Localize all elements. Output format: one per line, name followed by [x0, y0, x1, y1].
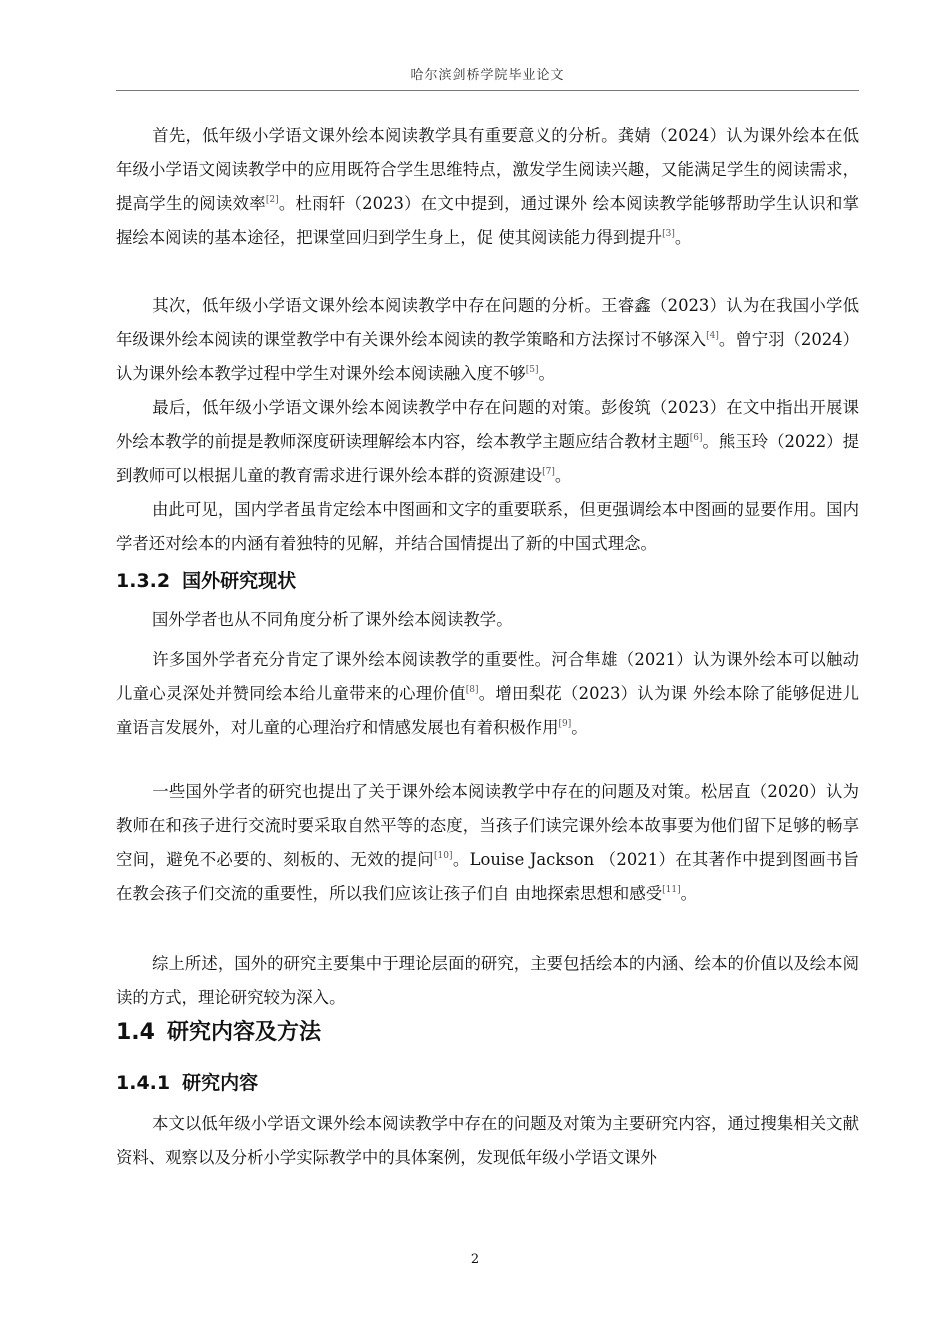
citation-ref: [9] [558, 719, 572, 729]
section-heading-1-4 [116, 1017, 321, 1049]
paragraph-problems [116, 289, 859, 391]
citation-ref: [4] [706, 331, 719, 341]
paragraph-text: 。熊玉玲（2022）提到教师可以根据儿童的教育需求进行课外绘本群的资源建设 [116, 432, 860, 485]
citation-ref: [11] [662, 885, 681, 895]
paragraph-research-content [116, 1107, 859, 1175]
paragraph-text: 。 [554, 466, 572, 485]
section-number: 1.4.1 [116, 1072, 171, 1094]
section-number: 1.3.2 [116, 570, 171, 592]
paragraph-text: 。Louise Jackson （2021）在其著作中提到图画书旨在教会孩子们交流的重要性，所以我们应该让孩子们自 由地探索思想和感受 [116, 850, 860, 903]
citation-ref: [3] [662, 229, 675, 239]
page-number: 2 [470, 1252, 480, 1267]
paragraph-text: 最后，低年级小学语文课外绘本阅读教学中存在问题的对策。彭俊筑（2023）在文中指出开展课外绘本教学的前提是教师深度研读理解绘本内容，绘本教学主题应结合教材主题 [116, 398, 859, 451]
section-number: 1.4 [116, 1020, 155, 1045]
paragraph-text: 许多国外学者充分肯定了课外绘本阅读教学的重要性。河合隼雄（2021）认为课外绘本可以触动儿童心灵深处并赞同绘本给儿童带来的心理价值 [116, 650, 859, 703]
paragraph-text: 。 [680, 884, 697, 903]
paragraph-text: 由此可见，国内学者虽肯定绘本中图画和文字的重要联系，但更强调绘本中图画的显要作用。国内学者还对绘本的内涵有着独特的见解，并结合国情提出了新的中国式理念。 [116, 500, 859, 553]
running-header: 哈尔滨剑桥学院毕业论文 [116, 64, 859, 91]
section-title: 国外研究现状 [182, 570, 297, 592]
section-title: 研究内容 [182, 1072, 259, 1094]
paragraph-foreign-intro [116, 603, 859, 637]
paragraph-text: 。曾宁羽（2024）认为课外绘本教学过程中学生对课外绘本阅读融入度不够 [116, 330, 859, 383]
paragraph-foreign-problems [116, 775, 859, 911]
paragraph-text: 本文以低年级小学语文课外绘本阅读教学中存在的问题及对策为主要研究内容，通过搜集相关文献资料、观察以及分析小学实际教学中的具体案例，发现低年级小学语文课外 [116, 1114, 859, 1167]
paragraph-significance [116, 119, 859, 255]
paragraph-text: 。增田梨花（2023）认为课 外绘本除了能够促进儿童语言发展外，对儿童的心理治疗和情感发展也有着积极作用 [116, 684, 860, 737]
section-heading-1-3-2 [116, 566, 296, 596]
citation-ref: [2] [265, 195, 279, 205]
paragraph-countermeasures [116, 391, 859, 493]
paragraph-foreign-importance [116, 643, 859, 745]
paragraph-text: 。 [674, 228, 692, 247]
section-heading-1-4-1 [116, 1068, 258, 1098]
paragraph-text: 。 [538, 364, 555, 383]
paragraph-text: 其次，低年级小学语文课外绘本阅读教学中存在问题的分析。王睿鑫（2023）认为在我国小学低年级课外绘本阅读的课堂教学中有关课外绘本阅读的教学策略和方法探讨不够深入 [116, 296, 859, 349]
citation-ref: [8] [465, 685, 479, 695]
paragraph-text: 国外学者也从不同角度分析了课外绘本阅读教学。 [152, 610, 513, 629]
section-title: 研究内容及方法 [166, 1020, 321, 1045]
citation-ref: [10] [434, 851, 453, 861]
paragraph-text: 首先，低年级小学语文课外绘本阅读教学具有重要意义的分析。龚婧（2024）认为课外绘本在低年级小学语文阅读教学中的应用既符合学生思维特点，激发学生阅读兴趣，又能满足学生的阅读需求，提高学生的阅读效率 [116, 126, 859, 213]
citation-ref: [7] [542, 467, 555, 477]
paragraph-foreign-summary [116, 947, 859, 1015]
paragraph-text: 。杜雨轩（2023）在文中提到，通过课外 绘本阅读教学能够帮助学生认识和掌握绘本阅读的基本途径，把课堂回归到学生身上，促 使其阅读能力得到提升 [116, 194, 860, 247]
citation-ref: [6] [689, 433, 703, 443]
paragraph-text: 。 [571, 718, 588, 737]
paragraph-text: 综上所述，国外的研究主要集中于理论层面的研究，主要包括绘本的内涵、绘本的价值以及绘本阅读的方式，理论研究较为深入。 [116, 954, 859, 1007]
paragraph-text: 一些国外学者的研究也提出了关于课外绘本阅读教学中存在的问题及对策。松居直（2020）认为教师在和孩子进行交流时要采取自然平等的态度，当孩子们读完课外绘本故事要为他们留下足够的畅享空间，避免不必要的、刻板的、无效的提问 [116, 782, 859, 869]
citation-ref: [5] [525, 365, 539, 375]
paragraph-domestic-summary [116, 493, 859, 561]
